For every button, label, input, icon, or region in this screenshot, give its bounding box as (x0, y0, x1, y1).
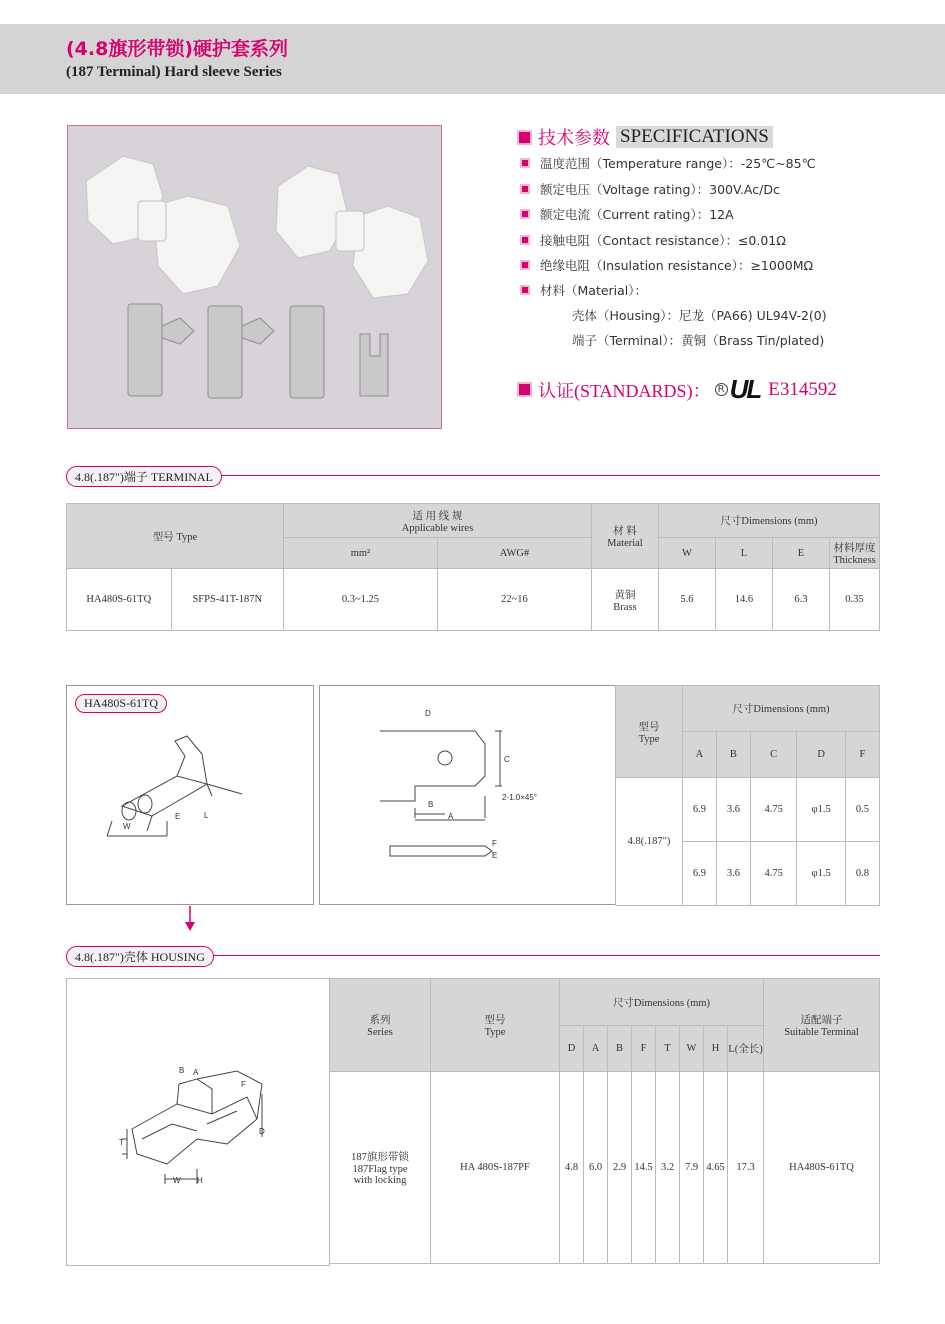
dim-label-d: D (425, 709, 431, 718)
spec-current: 额定电流（Current rating）：12A (520, 205, 734, 223)
th-c: C (750, 732, 797, 778)
housing-iso-drawing (67, 979, 329, 1265)
th-w: W (658, 538, 715, 569)
terminal-iso-drawing (67, 686, 313, 904)
type-cell: 4.8(.187") (616, 778, 683, 906)
housing-drawing-panel (66, 978, 330, 1266)
spec-terminal: 端子（Terminal）：黄铜（Brass Tin/plated) (572, 333, 825, 348)
dim-label-a: A (193, 1068, 199, 1077)
bullet-square-icon (517, 130, 532, 145)
terminal-flat-drawing-panel (319, 685, 616, 905)
specs-heading: 技术参数 SPECIFICATIONS (517, 124, 773, 150)
dim-label-f: F (492, 839, 497, 848)
bullet-square-icon (517, 382, 532, 397)
spec-temperature: 温度范围（Temperature range）：-25℃~85℃ (520, 154, 816, 172)
page-subtitle: (187 Terminal) Hard sleeve Series (66, 64, 282, 80)
dim-label-w: W (173, 1176, 181, 1185)
dim-label-b: B (428, 800, 434, 809)
dim-label-d: D (259, 1127, 265, 1136)
registered-mark-icon: R (715, 383, 728, 396)
dim-label-f: F (241, 1080, 246, 1089)
bullet-icon (520, 235, 530, 245)
th-dimensions: 尺寸Dimensions (mm) (560, 979, 764, 1026)
th-f: F (845, 732, 879, 778)
terminal-flat-drawing (320, 686, 615, 904)
bullet-icon (520, 260, 530, 270)
table-row: 4.8(.187") 6.9 3.6 4.75 φ1.5 0.5 (616, 778, 880, 842)
spec-contact-resistance: 接触电阻（Contact resistance）：≤0.01Ω (520, 231, 786, 249)
dim-label-t: T (119, 1138, 124, 1147)
ul-logo-icon: UL (729, 374, 761, 404)
th-type: 型号 Type (616, 686, 683, 778)
bullet-icon (520, 184, 530, 194)
product-photo-illustration (68, 126, 441, 428)
dim-label-c: C (504, 755, 510, 764)
th-awg: AWG# (437, 538, 591, 569)
th-e: E (772, 538, 829, 569)
terminal-iso-drawing-panel (66, 685, 314, 905)
th-suitable-terminal: 适配端子 Suitable Terminal (764, 979, 880, 1072)
table-row: 187旗形带锁 187Flag type with locking HA 480S-187PF 4.8 6.0 2.9 14.5 3.2 7.9 4.65 17.3 HA480S-61TQ (330, 1072, 880, 1264)
spec-insulation-resistance: 绝缘电阻（Insulation resistance）：≥1000MΩ (520, 256, 813, 274)
bullet-icon (520, 209, 530, 219)
spec-material: 材料（Material）： (520, 281, 647, 299)
page-title: (4.8旗形带锁)硬护套系列 (66, 38, 289, 60)
th-series: 系列 Series (330, 979, 431, 1072)
th-dimensions: 尺寸Dimensions (mm) (658, 504, 879, 538)
th-a: A (683, 732, 717, 778)
terminal-dim-table (615, 685, 880, 906)
bullet-icon (520, 158, 530, 168)
th-mm2: mm² (283, 538, 437, 569)
dim-label-h: H (197, 1176, 203, 1185)
bullet-icon (520, 285, 530, 295)
th-dimensions: 尺寸Dimensions (mm) (683, 686, 880, 732)
th-material: 材 料 Material (591, 504, 658, 569)
spec-voltage: 额定电压（Voltage rating）：300V.Ac/Dc (520, 180, 780, 198)
housing-table: 系列 Series 型号 Type 尺寸Dimensions (mm) 适配端子 Suitable Terminal D A B F T W H L(全长) 187旗形带锁 187Flag type with locking HA 480S-187PF 4.8 6.0 2.9 14.5 3.2 7.9 4.65 17.3 HA480S-61TQ (329, 978, 880, 1264)
table-row: 6.9 3.6 4.75 φ1.5 0.8 (616, 842, 880, 906)
th-l: L (715, 538, 772, 569)
th-b: B (716, 732, 750, 778)
th-type: 型号 Type (67, 504, 284, 569)
dim-label-e2: E (492, 851, 498, 860)
product-photo (67, 125, 442, 429)
spec-housing: 壳体（Housing）：尼龙（PA66) UL94V-2(0) (572, 308, 827, 323)
th-thickness: 材料厚度 Thickness (829, 538, 879, 569)
dim-label-w: W (123, 822, 131, 831)
table-row: HA480S-61TQ SFPS-41T-187N 0.3~1.25 22~16 黄铜 Brass 5.6 14.6 6.3 0.35 (67, 569, 880, 631)
dim-label-a: A (448, 812, 454, 821)
dim-label-e: E (175, 812, 181, 821)
th-d: D (797, 732, 846, 778)
terminal-table (66, 503, 880, 631)
standards-line: 认证 (STANDARDS)： R UL E314592 (517, 374, 837, 405)
terminal-part-label: HA480S-61TQ (75, 694, 167, 713)
dim-label-b: B (179, 1066, 185, 1075)
arrow-down-icon (183, 906, 197, 932)
certificate-number: E314592 (768, 378, 837, 400)
th-applicable-wires: 适 用 线 规 Applicable wires (283, 504, 591, 538)
housing-section-label: 4.8(.187")壳体 HOUSING (66, 946, 214, 967)
th-type: 型号 Type (431, 979, 560, 1072)
terminal-section-label: 4.8(.187")端子 TERMINAL (66, 466, 222, 487)
chamfer-label: 2-1.0×45° (502, 793, 538, 802)
dim-label-l: L (204, 811, 209, 820)
